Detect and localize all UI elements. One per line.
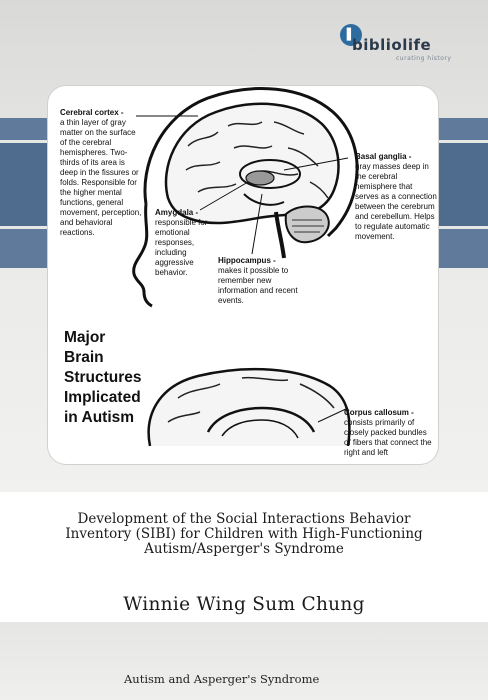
publisher-name: bibliolife xyxy=(352,36,432,54)
corpus-callosum-title: Corpus callosum - xyxy=(344,408,414,417)
publisher-tagline: curating history xyxy=(396,55,452,62)
book-author: Winnie Wing Sum Chung xyxy=(123,594,365,615)
book-title: Development of the Social Interactions Behavior Inventory (SIBI) for Children with High-Functioning Autism/Asperger's Syndrome xyxy=(65,511,423,557)
bottom-strip xyxy=(0,622,488,700)
amygdala-title: Amygdala - xyxy=(155,208,199,217)
amygdala-text: responsible for emotional responses, including aggressive behavior. xyxy=(155,218,208,277)
cerebral-cortex-title: Cerebral cortex - xyxy=(60,108,124,117)
corpus-callosum-label xyxy=(344,408,434,458)
publisher-logo xyxy=(338,22,468,64)
heading-line-3: Structures xyxy=(64,369,142,386)
book-icon: ▌ xyxy=(340,24,362,46)
hippocampus-label xyxy=(218,256,298,306)
hippocampus-title: Hippocampus - xyxy=(218,256,276,265)
basal-ganglia-text: gray masses deep in the cerebral hemisphere that serves as a connection between the cerebrum and cerebellum. Helps to regulate automatic movement. xyxy=(355,162,437,241)
heading-line-4: Implicated xyxy=(64,389,141,406)
heading-line-5: in Autism xyxy=(64,409,135,426)
basal-ganglia-label xyxy=(355,152,437,242)
heading-line-2: Brain xyxy=(64,349,104,366)
major-brain-structures-heading xyxy=(64,328,142,428)
basal-ganglia-title: Basal ganglia - xyxy=(355,152,412,161)
cerebral-cortex-text: a thin layer of gray matter on the surface of the cerebral hemispheres. Two-thirds of its area is deep in the fissures or folds. Responsible for the higher mental functions, general movement, perception, and behavioral reactions. xyxy=(60,118,142,237)
brain-figure xyxy=(48,86,438,464)
amygdala-label xyxy=(155,208,221,278)
title-area xyxy=(0,492,488,622)
heading-line-1: Major xyxy=(64,329,106,346)
cerebral-cortex-label xyxy=(60,108,144,238)
series-name: Autism and Asperger's Syndrome xyxy=(124,672,320,686)
hippocampus-text: makes it possible to remember new information and recent events. xyxy=(218,266,298,305)
corpus-callosum-text: consists primarily of closely packed bundles of fibers that connect the right and left xyxy=(344,418,432,457)
